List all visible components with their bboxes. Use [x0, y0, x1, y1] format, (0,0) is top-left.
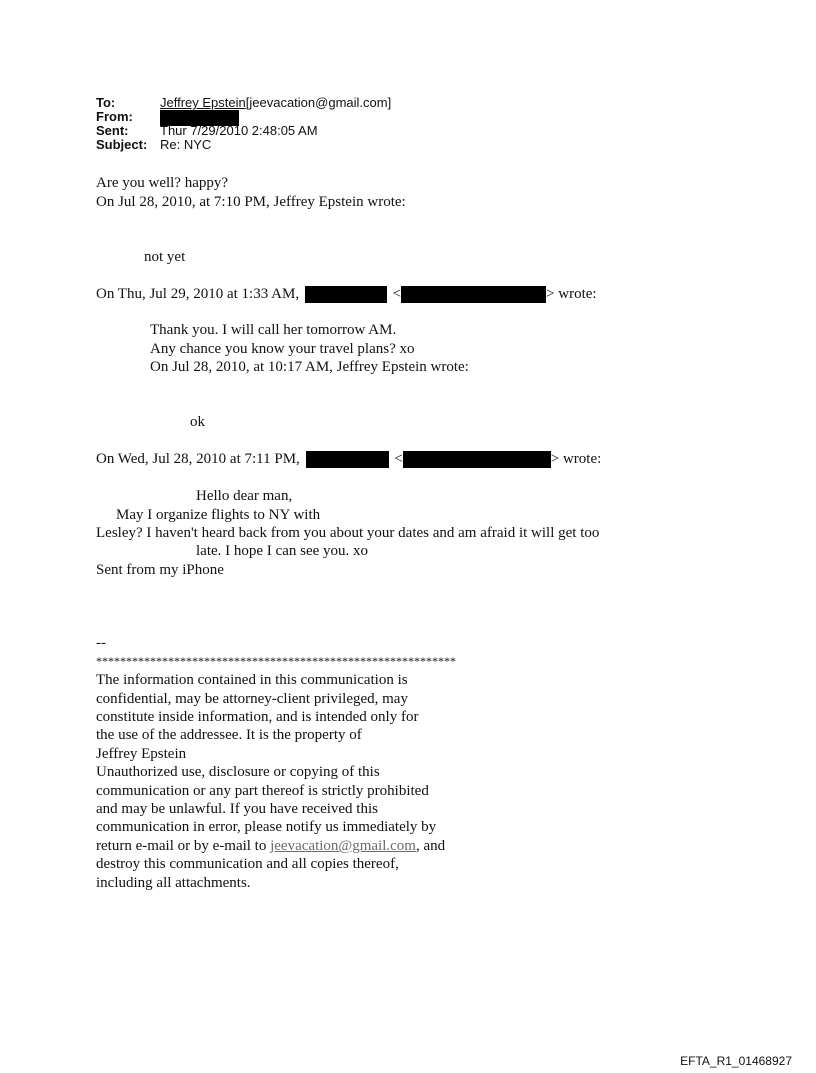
document-id: EFTA_R1_01468927: [680, 1054, 792, 1068]
disclaimer-line: communication or any part thereof is strictly prohibited: [96, 783, 429, 799]
body-line: May I organize flights to NY with: [116, 507, 321, 523]
sent-row: [96, 124, 391, 138]
email-header: [96, 96, 391, 152]
signature-dashes: --: [96, 635, 106, 651]
sent-value: Thur 7/29/2010 2:48:05 AM: [160, 123, 318, 138]
subject-row: [96, 138, 391, 152]
disclaimer-line: communication in error, please notify us immediately by: [96, 819, 437, 835]
body-line: On Jul 28, 2010, at 7:10 PM, Jeffrey Epstein wrote:: [96, 194, 406, 210]
disclaimer-line: Jeffrey Epstein: [96, 746, 187, 762]
to-label: To:: [96, 95, 116, 110]
body-line: late. I hope I can see you. xo: [196, 543, 369, 559]
quote-header: [96, 450, 601, 468]
disclaimer-text: , and: [415, 838, 446, 854]
disclaimer-line: including all attachments.: [96, 875, 251, 891]
from-row: [96, 110, 391, 124]
subject-label: Subject:: [96, 137, 148, 152]
email-redaction: [401, 286, 546, 303]
disclaimer-line: [96, 837, 445, 855]
quote-header: [96, 285, 597, 303]
wrote-label: > wrote:: [550, 451, 602, 467]
name-redaction: [305, 286, 387, 303]
disclaimer-line: The information contained in this communication is: [96, 672, 408, 688]
quote-date: On Wed, Jul 28, 2010 at 7:11 PM,: [96, 451, 300, 467]
to-row: [96, 96, 391, 110]
to-value: [160, 96, 391, 110]
subject-value: Re: NYC: [160, 137, 212, 152]
disclaimer-line: the use of the addressee. It is the property of: [96, 727, 362, 743]
body-line: Hello dear man,: [196, 488, 293, 504]
angle-open: <: [394, 451, 403, 467]
separator-stars: ************************************************************: [96, 654, 456, 668]
quote-date: On Thu, Jul 29, 2010 at 1:33 AM,: [96, 286, 300, 302]
to-name: Jeffrey Epstein: [160, 95, 246, 110]
body-line: not yet: [144, 249, 186, 265]
email-link[interactable]: jeevacation@gmail.com: [270, 838, 416, 854]
wrote-label: > wrote:: [546, 286, 597, 302]
body-line: Are you well? happy?: [96, 175, 229, 191]
name-redaction: [306, 451, 389, 468]
body-line: ok: [190, 414, 205, 430]
disclaimer-text: return e-mail or by e-mail to: [96, 838, 271, 854]
disclaimer-line: destroy this communication and all copies thereof,: [96, 856, 399, 872]
angle-open: <: [392, 286, 402, 302]
body-line: Sent from my iPhone: [96, 562, 224, 578]
email-redaction: [403, 451, 551, 468]
from-label: From:: [96, 109, 133, 124]
sent-label: Sent:: [96, 123, 129, 138]
to-email: [jeevacation@gmail.com]: [245, 95, 392, 110]
body-line: On Jul 28, 2010, at 10:17 AM, Jeffrey Epstein wrote:: [150, 359, 469, 375]
disclaimer-line: confidential, may be attorney-client privileged, may: [96, 691, 408, 707]
disclaimer-line: Unauthorized use, disclosure or copying of this: [96, 764, 380, 780]
body-line: Thank you. I will call her tomorrow AM.: [150, 322, 397, 338]
disclaimer-line: constitute inside information, and is intended only for: [96, 709, 419, 725]
disclaimer-line: and may be unlawful. If you have received this: [96, 801, 378, 817]
body-line: Any chance you know your travel plans? xo: [150, 341, 415, 357]
body-line: Lesley? I haven't heard back from you about your dates and am afraid it will get too: [96, 525, 600, 541]
